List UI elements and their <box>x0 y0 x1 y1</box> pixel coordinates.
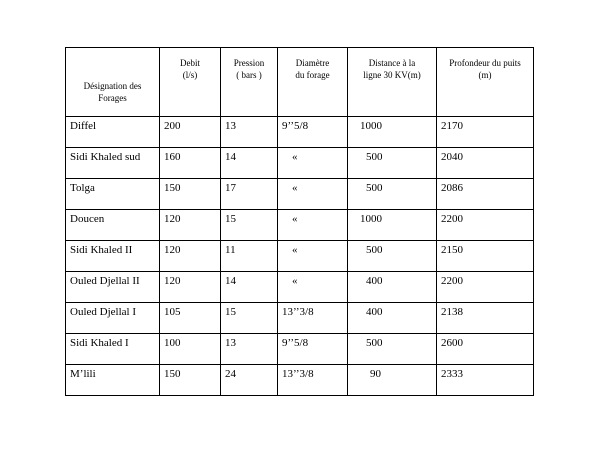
cell-pression: 13 <box>221 334 278 365</box>
table-row <box>66 241 534 272</box>
table-row <box>66 365 534 396</box>
table-row <box>66 303 534 334</box>
header-pression: Pression ( bars ) <box>221 48 278 117</box>
cell-debit: 120 <box>160 210 221 241</box>
cell-diametre: 13’’3/8 <box>278 303 348 334</box>
table-row <box>66 334 534 365</box>
header-distance: Distance à la ligne 30 KV(m) <box>348 48 437 117</box>
cell-pression: 15 <box>221 210 278 241</box>
cell-profondeur: 2600 <box>437 334 534 365</box>
cell-debit: 105 <box>160 303 221 334</box>
cell-diametre: « <box>278 241 348 272</box>
cell-profondeur: 2170 <box>437 117 534 148</box>
cell-diametre: 9’’5/8 <box>278 117 348 148</box>
cell-profondeur: 2200 <box>437 210 534 241</box>
table-row <box>66 210 534 241</box>
cell-profondeur: 2086 <box>437 179 534 210</box>
cell-debit: 150 <box>160 365 221 396</box>
cell-name: M’lili <box>66 365 160 396</box>
boreholes-table-container <box>65 47 533 380</box>
cell-name: Doucen <box>66 210 160 241</box>
cell-debit: 150 <box>160 179 221 210</box>
cell-name: Sidi Khaled II <box>66 241 160 272</box>
cell-debit: 120 <box>160 272 221 303</box>
cell-profondeur: 2200 <box>437 272 534 303</box>
cell-pression: 14 <box>221 148 278 179</box>
boreholes-table <box>65 47 534 396</box>
cell-profondeur: 2138 <box>437 303 534 334</box>
cell-diametre: « <box>278 272 348 303</box>
cell-name: Diffel <box>66 117 160 148</box>
cell-pression: 13 <box>221 117 278 148</box>
cell-distance: 90 <box>348 365 437 396</box>
cell-name: Tolga <box>66 179 160 210</box>
cell-distance: 400 <box>348 272 437 303</box>
header-debit: Debit (l/s) <box>160 48 221 117</box>
cell-name: Sidi Khaled I <box>66 334 160 365</box>
cell-distance: 500 <box>348 241 437 272</box>
cell-distance: 500 <box>348 148 437 179</box>
header-designation: Désignation des Forages <box>66 48 160 117</box>
cell-diametre: « <box>278 179 348 210</box>
cell-profondeur: 2150 <box>437 241 534 272</box>
cell-diametre: « <box>278 210 348 241</box>
cell-distance: 1000 <box>348 117 437 148</box>
cell-distance: 500 <box>348 334 437 365</box>
table-row <box>66 148 534 179</box>
cell-pression: 14 <box>221 272 278 303</box>
cell-name: Ouled Djellal II <box>66 272 160 303</box>
cell-distance: 400 <box>348 303 437 334</box>
table-row <box>66 179 534 210</box>
cell-debit: 120 <box>160 241 221 272</box>
cell-diametre: 9’’5/8 <box>278 334 348 365</box>
header-profondeur: Profondeur du puits (m) <box>437 48 534 117</box>
cell-pression: 15 <box>221 303 278 334</box>
header-diametre: Diamètre du forage <box>278 48 348 117</box>
cell-diametre: « <box>278 148 348 179</box>
cell-diametre: 13’’3/8 <box>278 365 348 396</box>
cell-name: Ouled Djellal I <box>66 303 160 334</box>
cell-debit: 100 <box>160 334 221 365</box>
cell-pression: 17 <box>221 179 278 210</box>
cell-profondeur: 2333 <box>437 365 534 396</box>
cell-pression: 11 <box>221 241 278 272</box>
header-row <box>66 48 534 117</box>
cell-pression: 24 <box>221 365 278 396</box>
cell-name: Sidi Khaled sud <box>66 148 160 179</box>
cell-profondeur: 2040 <box>437 148 534 179</box>
cell-distance: 500 <box>348 179 437 210</box>
cell-distance: 1000 <box>348 210 437 241</box>
cell-debit: 160 <box>160 148 221 179</box>
cell-debit: 200 <box>160 117 221 148</box>
table-row <box>66 117 534 148</box>
table-row <box>66 272 534 303</box>
